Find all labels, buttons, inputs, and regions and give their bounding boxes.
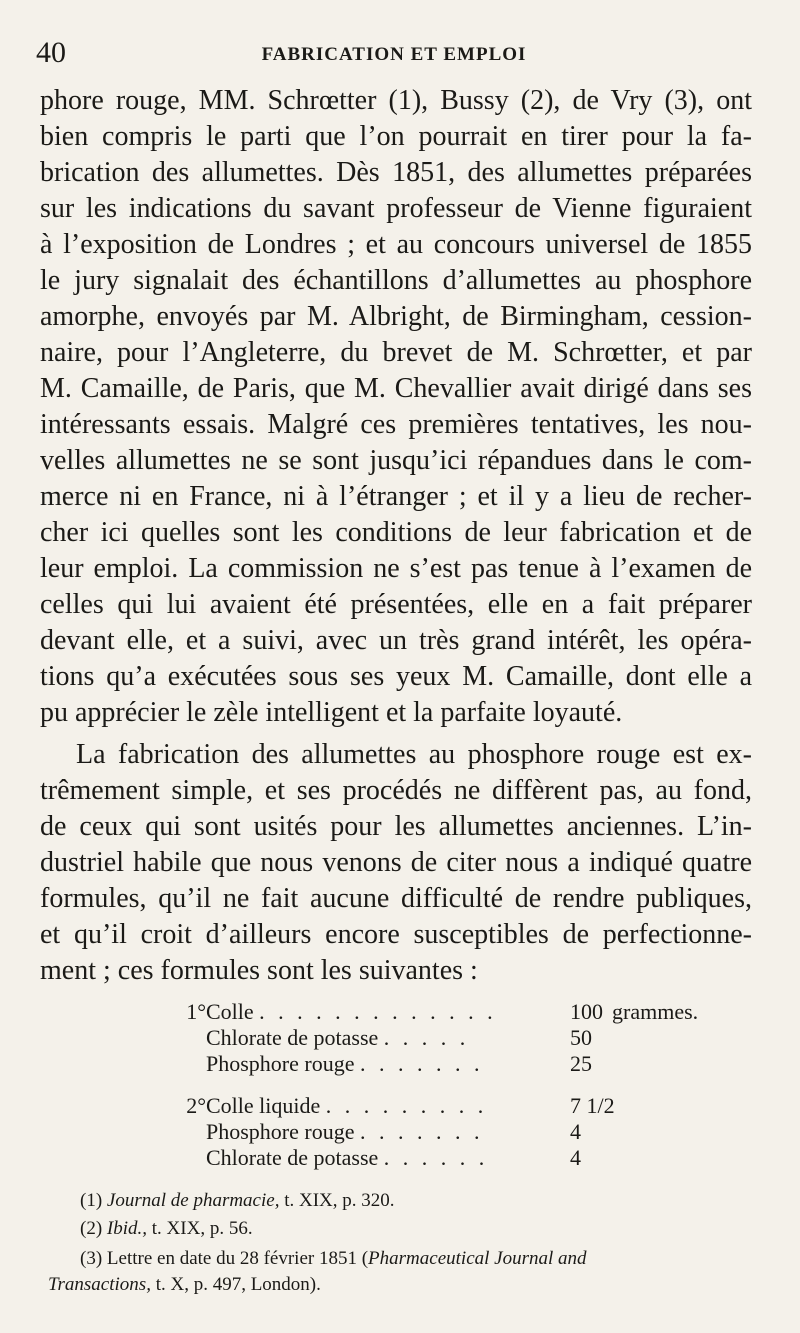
body-line: pu apprécier le zèle intelligent et la parfaite loyauté. — [40, 697, 623, 728]
body-line: à l’exposition de Londres ; et au concours universel de 1855 — [40, 229, 752, 260]
body-line: celles qui lui avaient été présentées, elle en a fait préparer — [40, 589, 752, 620]
ingredient-name: Chlorate de potasse . . . . . — [206, 1025, 470, 1050]
ingredient-quantity: 7 1/2 — [570, 1093, 615, 1118]
body-line: amorphe, envoyés par M. Albright, de Birmingham, cession- — [40, 301, 752, 332]
body-line: sur les indications du savant professeur de Vienne figuraient — [40, 193, 752, 224]
body-line: trêmement simple, et ses procédés ne diffèrent pas, au fond, — [40, 775, 752, 806]
body-line: bien compris le parti que l’on pourrait en tirer pour la fa- — [40, 121, 752, 152]
body-line: merce ni en France, ni à l’étranger ; et il y a lieu de recher- — [40, 481, 752, 512]
page-header — [36, 32, 752, 72]
ingredient-quantity: 4 — [570, 1119, 581, 1144]
body-line: devant elle, et a suivi, avec un très grand intérêt, les opéra- — [40, 625, 752, 656]
body-line: cher ici quelles sont les conditions de leur fabrication et de — [40, 517, 752, 548]
body-line: brication des allumettes. Dès 1851, des allumettes préparées — [40, 157, 752, 188]
formula-number: 2° — [186, 1093, 206, 1118]
footnote: (1) Journal de pharmacie, t. XIX, p. 320. — [80, 1190, 395, 1211]
body-line: La fabrication des allumettes au phosphore rouge est ex- — [76, 739, 752, 770]
body-line: M. Camaille, de Paris, que M. Chevallier avait dirigé dans ses — [40, 373, 752, 404]
footnote: (2) Ibid., t. XIX, p. 56. — [80, 1218, 253, 1239]
page-number: 40 — [36, 36, 66, 69]
body-line: tions qu’a exécutées sous ses yeux M. Camaille, dont elle a — [40, 661, 752, 692]
body-line: leur emploi. La commission ne s’est pas tenue à l’examen de — [40, 553, 752, 584]
formula-number: 1° — [186, 999, 206, 1024]
body-line: ment ; ces formules sont les suivantes : — [40, 955, 478, 986]
body-line: de ceux qui sont usités pour les allumettes anciennes. L’in- — [40, 811, 752, 842]
body-line: formules, qu’il ne fait aucune difficulté de rendre publiques, — [40, 883, 752, 914]
ingredient-quantity: 25 — [570, 1051, 592, 1076]
ingredient-quantity: 100 — [570, 999, 603, 1024]
ingredient-name: Chlorate de potasse . . . . . . — [206, 1145, 489, 1170]
ingredient-quantity: 4 — [570, 1145, 581, 1170]
running-title: FABRICATION ET EMPLOI — [261, 44, 527, 65]
footnote: (3) Lettre en date du 28 février 1851 (Pharmaceutical Journal and — [80, 1248, 587, 1269]
ingredient-name: Colle . . . . . . . . . . . . . — [206, 999, 497, 1024]
ingredient-name: Phosphore rouge . . . . . . . — [206, 1119, 484, 1144]
footnote-continuation: Transactions, t. X, p. 497, London). — [48, 1274, 321, 1295]
body-line: velles allumettes ne se sont jusqu’ici répandues dans le com- — [40, 445, 752, 476]
ingredient-unit: grammes. — [612, 999, 699, 1024]
body-line: naire, pour l’Angleterre, du brevet de M. Schrœtter, et par — [40, 337, 752, 368]
body-line: intéressants essais. Malgré ces premières tentatives, les nou- — [40, 409, 752, 440]
body-line: dustriel habile que nous venons de citer nous a indiqué quatre — [40, 847, 752, 878]
body-line: le jury signalait des échantillons d’allumettes au phosphore — [40, 265, 752, 296]
body-line: phore rouge, MM. Schrœtter (1), Bussy (2), de Vry (3), ont — [40, 85, 752, 116]
ingredient-quantity: 50 — [570, 1025, 592, 1050]
ingredient-name: Colle liquide . . . . . . . . . — [206, 1093, 488, 1118]
body-line: et qu’il croit d’ailleurs encore susceptibles de perfectionne- — [40, 919, 752, 950]
ingredient-name: Phosphore rouge . . . . . . . — [206, 1051, 484, 1076]
